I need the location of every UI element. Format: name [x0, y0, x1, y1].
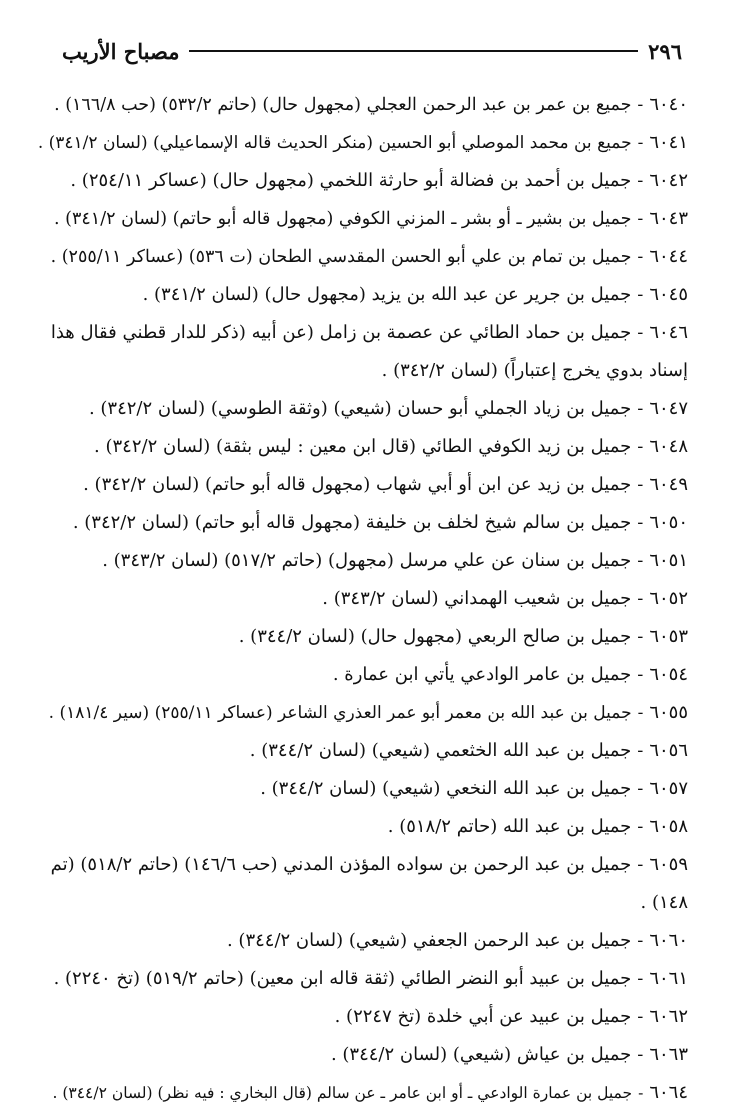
entry-text: جميل بن عبد الله بن معمر أبو عمر العذري الشاعر (عساكر ٢٥٥/١١) (سير ١٨١/٤) .: [48, 703, 632, 723]
entry-text: جميل بن عبد الرحمن الجعفي (شيعي) (لسان ٣٤٤/٢) .: [226, 930, 632, 951]
entry-text: جميل بن زيد الكوفي الطائي (قال ابن معين : ليس بثقة) (لسان ٣٤٢/٢) .: [94, 436, 632, 457]
entry-number: ٦٠٤٨: [649, 436, 688, 457]
entry-number: ٦٠٥٢: [649, 588, 688, 609]
entry-6044: ٦٠٤٤-جميل بن تمام بن علي أبو الحسن المقدسي الطحان (ت ٥٣٦) (عساكر ٢٥٥/١١) .: [50, 246, 688, 267]
entry-text: جميل بن حماد الطائي عن عصمة بن زامل (عن أبيه (ذكر للدار قطني فقال هذا إسناد بدوي يخرج إعتباراً) (لسان ٣٤٢/٢) .: [50, 322, 688, 381]
entry-number: ٦٠٤١: [649, 132, 688, 153]
entry-number: ٦٠٥١: [649, 550, 688, 571]
entry-number: ٦٠٤٤: [649, 246, 688, 267]
page-header: [62, 36, 682, 66]
entry-text: جميل بن عبد الله الخثعمي (شيعي) (لسان ٣٤٤/٢) .: [249, 740, 632, 761]
entry-number: ٦٠٥٠: [649, 512, 688, 533]
header-rule: [189, 50, 638, 52]
entry-text: جميل بن تمام بن علي أبو الحسن المقدسي الطحان (ت ٥٣٦) (عساكر ٢٥٥/١١) .: [50, 247, 632, 267]
entry-6041: ٦٠٤١-جميع بن محمد الموصلي أبو الحسين (منكر الحديث قاله الإسماعيلي) (لسان ٣٤١/٢) .: [38, 132, 688, 153]
entry-6055: ٦٠٥٥-جميل بن عبد الله بن معمر أبو عمر العذري الشاعر (عساكر ٢٥٥/١١) (سير ١٨١/٤) .: [48, 702, 688, 723]
entry-text: جميل بن زيد عن ابن أو أبي شهاب (مجهول قاله أبو حاتم) (لسان ٣٤٢/٢) .: [83, 474, 632, 495]
entry-number: ٦٠٥٩: [649, 854, 688, 875]
entry-number: ٦٠٤٦: [649, 322, 688, 343]
entry-text: جميل بن عبد الله النخعي (شيعي) (لسان ٣٤٤/٢) .: [260, 778, 632, 799]
entry-number: ٦٠٥٨: [649, 816, 688, 837]
entry-text: جميل بن زياد الجملي أبو حسان (شيعي) (وثقة الطوسي) (لسان ٣٤٢/٢) .: [88, 398, 632, 419]
entry-6057: ٦٠٥٧-جميل بن عبد الله النخعي (شيعي) (لسان ٣٤٤/٢) .: [260, 778, 688, 799]
entry-6059: ٦٠٥٩-جميل بن عبد الرحمن بن سواده المؤذن المدني (حب ١٤٦/٦) (حاتم ٥١٨/٢) (تم ١٤٨) .: [50, 854, 688, 913]
entry-6063: ٦٠٦٣-جميل بن عياش (شيعي) (لسان ٣٤٤/٢) .: [330, 1044, 688, 1065]
entry-number: ٦٠٦٤: [649, 1082, 688, 1103]
entry-number: ٦٠٥٣: [649, 626, 688, 647]
entry-6040: ٦٠٤٠-جميع بن عمر بن عبد الرحمن العجلي (مجهول حال) (حاتم ٥٣٢/٢) (حب ١٦٦/٨) .: [54, 94, 688, 115]
entry-text: جميل بن عبد الله (حاتم ٥١٨/٢) .: [387, 816, 632, 837]
entry-text: جميل بن عامر الوادعي يأتي ابن عمارة .: [332, 664, 632, 685]
entry-6051: ٦٠٥١-جميل بن سنان عن علي مرسل (مجهول) (حاتم ٥١٧/٢) (لسان ٣٤٣/٢) .: [102, 550, 688, 571]
entry-number: ٦٠٦١: [649, 968, 688, 989]
entry-number: ٦٠٦٢: [649, 1006, 688, 1027]
entry-6046: ٦٠٤٦-جميل بن حماد الطائي عن عصمة بن زامل (عن أبيه (ذكر للدار قطني فقال هذا إسناد بدوي يخرج إعتباراً) (لسان ٣٤٢/٢) .: [50, 322, 688, 381]
entry-6048: ٦٠٤٨-جميل بن زيد الكوفي الطائي (قال ابن معين : ليس بثقة) (لسان ٣٤٢/٢) .: [94, 436, 688, 457]
entry-text: جميل بن شعيب الهمداني (لسان ٣٤٣/٢) .: [322, 588, 632, 609]
entry-number: ٦٠٦٣: [649, 1044, 688, 1065]
entry-6045: ٦٠٤٥-جميل بن جرير عن عبد الله بن يزيد (مجهول حال) (لسان ٣٤١/٢) .: [142, 284, 688, 305]
entry-6062: ٦٠٦٢-جميل بن عبيد عن أبي خلدة (تخ ٢٢٤٧) .: [334, 1006, 688, 1027]
entry-text: جميل بن عبيد عن أبي خلدة (تخ ٢٢٤٧) .: [334, 1006, 632, 1027]
entry-6042: ٦٠٤٢-جميل بن أحمد بن فضالة أبو حارثة اللخمي (مجهول حال) (عساكر ٢٥٤/١١) .: [70, 170, 688, 191]
entry-text: جميل بن عبيد أبو النضر الطائي (ثقة قاله ابن معين) (حاتم ٥١٩/٢) (تخ ٢٢٤٠) .: [53, 968, 632, 989]
entry-6053: ٦٠٥٣-جميل بن صالح الربعي (مجهول حال) (لسان ٣٤٤/٢) .: [238, 626, 688, 647]
entry-6052: ٦٠٥٢-جميل بن شعيب الهمداني (لسان ٣٤٣/٢) .: [322, 588, 688, 609]
entry-text: جميل بن عبد الرحمن بن سواده المؤذن المدني (حب ١٤٦/٦) (حاتم ٥١٨/٢) (تم ١٤٨) .: [50, 854, 688, 913]
entry-number: ٦٠٤٢: [649, 170, 688, 191]
entry-6061: ٦٠٦١-جميل بن عبيد أبو النضر الطائي (ثقة قاله ابن معين) (حاتم ٥١٩/٢) (تخ ٢٢٤٠) .: [53, 968, 688, 989]
entry-text: جميل بن سنان عن علي مرسل (مجهول) (حاتم ٥١٧/٢) (لسان ٣٤٣/٢) .: [102, 550, 632, 571]
entry-text: جميل بن سالم شيخ لخلف بن خليفة (مجهول قاله أبو حاتم) (لسان ٣٤٢/٢) .: [72, 512, 632, 533]
entry-number: ٦٠٦٠: [649, 930, 688, 951]
entry-text: جميع بن عمر بن عبد الرحمن العجلي (مجهول حال) (حاتم ٥٣٢/٢) (حب ١٦٦/٨) .: [54, 95, 632, 115]
entry-6054: ٦٠٥٤-جميل بن عامر الوادعي يأتي ابن عمارة .: [332, 664, 688, 685]
entry-6058: ٦٠٥٨-جميل بن عبد الله (حاتم ٥١٨/٢) .: [387, 816, 688, 837]
entry-number: ٦٠٥٤: [649, 664, 688, 685]
entry-6050: ٦٠٥٠-جميل بن سالم شيخ لخلف بن خليفة (مجهول قاله أبو حاتم) (لسان ٣٤٢/٢) .: [72, 512, 688, 533]
entry-text: جميل بن جرير عن عبد الله بن يزيد (مجهول حال) (لسان ٣٤١/٢) .: [142, 284, 632, 305]
entry-text: جميل بن عمارة الوادعي ـ أو ابن عامر ـ عن سالم (قال البخاري : فيه نظر) (لسان ٣٤٤/٢) .: [52, 1084, 633, 1102]
entry-list: [38, 86, 688, 1112]
entry-number: ٦٠٤٩: [649, 474, 688, 495]
page-number: ٢٩٦: [648, 38, 682, 64]
entry-text: جميل بن أحمد بن فضالة أبو حارثة اللخمي (مجهول حال) (عساكر ٢٥٤/١١) .: [70, 170, 632, 191]
entry-number: ٦٠٤٧: [649, 398, 688, 419]
entry-text: جميل بن عياش (شيعي) (لسان ٣٤٤/٢) .: [330, 1044, 632, 1065]
entry-number: ٦٠٥٥: [649, 702, 688, 723]
entry-number: ٦٠٤٥: [649, 284, 688, 305]
entry-number: ٦٠٤٠: [649, 94, 688, 115]
entry-number: ٦٠٤٣: [649, 208, 688, 229]
entry-text: جميل بن صالح الربعي (مجهول حال) (لسان ٣٤٤/٢) .: [238, 626, 632, 647]
book-title: مصباح الأريب: [62, 38, 180, 64]
entry-6060: ٦٠٦٠-جميل بن عبد الرحمن الجعفي (شيعي) (لسان ٣٤٤/٢) .: [226, 930, 688, 951]
entry-6049: ٦٠٤٩-جميل بن زيد عن ابن أو أبي شهاب (مجهول قاله أبو حاتم) (لسان ٣٤٢/٢) .: [83, 474, 688, 495]
entry-text: جميل بن بشير ـ أو بشر ـ المزني الكوفي (مجهول قاله أبو حاتم) (لسان ٣٤١/٢) .: [54, 209, 632, 229]
entry-6047: ٦٠٤٧-جميل بن زياد الجملي أبو حسان (شيعي) (وثقة الطوسي) (لسان ٣٤٢/٢) .: [88, 398, 688, 419]
entry-6064: ٦٠٦٤-جميل بن عمارة الوادعي ـ أو ابن عامر ـ عن سالم (قال البخاري : فيه نظر) (لسان ٣٤٤/٢) .: [52, 1082, 688, 1103]
entry-6056: ٦٠٥٦-جميل بن عبد الله الخثعمي (شيعي) (لسان ٣٤٤/٢) .: [249, 740, 688, 761]
entry-6043: ٦٠٤٣-جميل بن بشير ـ أو بشر ـ المزني الكوفي (مجهول قاله أبو حاتم) (لسان ٣٤١/٢) .: [54, 208, 688, 229]
entry-number: ٦٠٥٧: [649, 778, 688, 799]
entry-text: جميع بن محمد الموصلي أبو الحسين (منكر الحديث قاله الإسماعيلي) (لسان ٣٤١/٢) .: [38, 133, 632, 153]
entry-number: ٦٠٥٦: [649, 740, 688, 761]
